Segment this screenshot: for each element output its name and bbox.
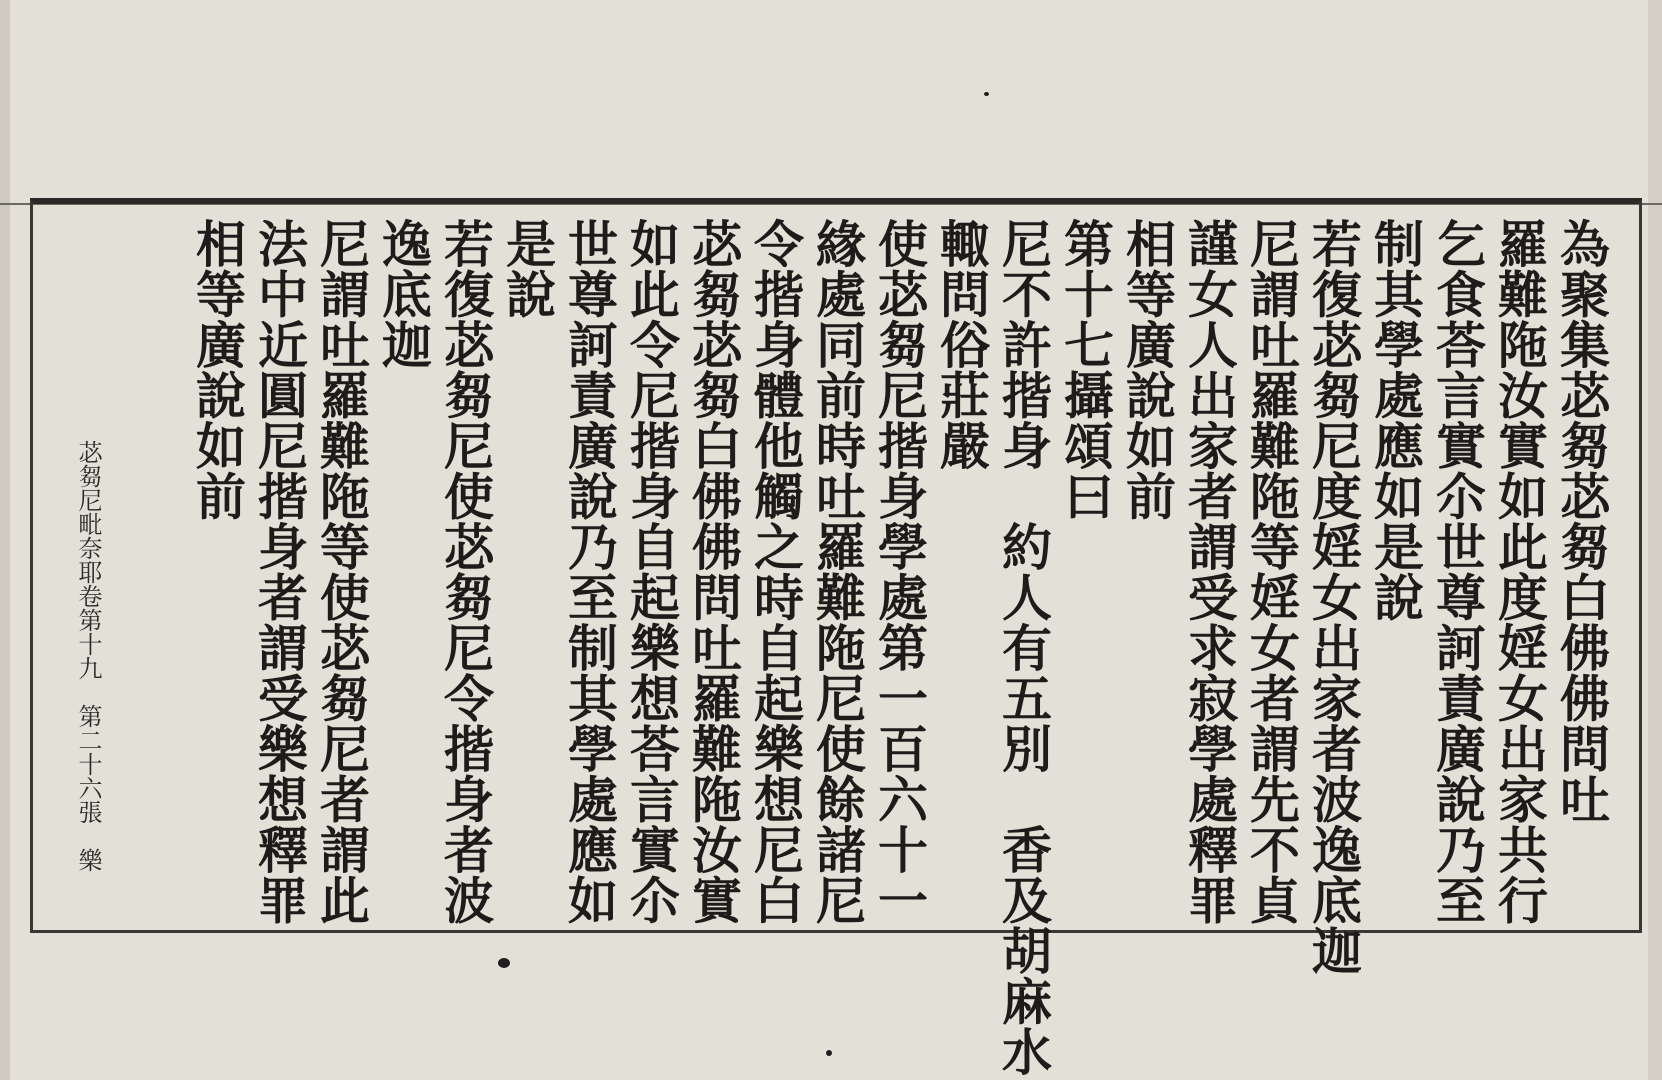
text-column: 如此令尼揩身自起樂想荅言實尒 [622, 218, 681, 925]
text-column: 法中近圓尼揩身者謂受樂想釋罪 [250, 218, 309, 925]
text-column: 尼謂吐羅難陁等婬女者謂先不貞 [1242, 218, 1301, 925]
ink-spot [498, 958, 510, 968]
text-column: 苾芻苾芻白佛佛問吐羅難陁汝實 [684, 218, 743, 925]
text-column: 乞食荅言實尒世尊訶責廣說乃至 [1428, 218, 1487, 925]
text-column: 制其學處應如是說 [1366, 218, 1425, 622]
vertical-text-block [86, 218, 1611, 1077]
margin-note: 苾芻尼毗奈耶卷第十九 第二十六張 樂 [74, 440, 102, 872]
text-column: 相等廣說如前 [1118, 218, 1177, 521]
text-column: 羅難陁汝實如此度婬女出家共行 [1490, 218, 1549, 925]
text-column: 逸底迦 [374, 218, 433, 370]
ink-spot [826, 1050, 832, 1056]
ink-spot [984, 92, 989, 96]
text-column: 尼不許揩身 約人有五別 香及胡麻水 [994, 218, 1053, 1077]
text-column: 緣處同前時吐羅難陁尼使餘諸尼 [808, 218, 867, 925]
text-column: 若復苾芻尼使苾芻尼令揩身者波 [436, 218, 495, 925]
text-column: 謹女人出家者謂受求寂學處釋罪 [1180, 218, 1239, 925]
text-column: 為聚集苾芻苾芻白佛佛問吐 [1552, 218, 1611, 824]
page-edge-right [1648, 0, 1662, 1080]
text-column: 令揩身體他觸之時自起樂想尼白 [746, 218, 805, 925]
text-column: 是說 [498, 218, 557, 319]
text-column: 第十七攝頌曰 [1056, 218, 1115, 521]
text-column: 若復苾芻尼度婬女出家者波逸底迦 [1304, 218, 1363, 976]
text-column: 相等廣說如前 [188, 218, 247, 521]
text-column: 尼謂吐羅難陁等使苾芻尼者謂此 [312, 218, 371, 925]
page-edge-left [0, 0, 10, 1080]
text-column: 輙問俗莊嚴 [932, 218, 991, 471]
text-column: 世尊訶責廣說乃至制其學處應如 [560, 218, 619, 925]
text-column: 使苾芻尼揩身學處第一百六十一 [870, 218, 929, 925]
